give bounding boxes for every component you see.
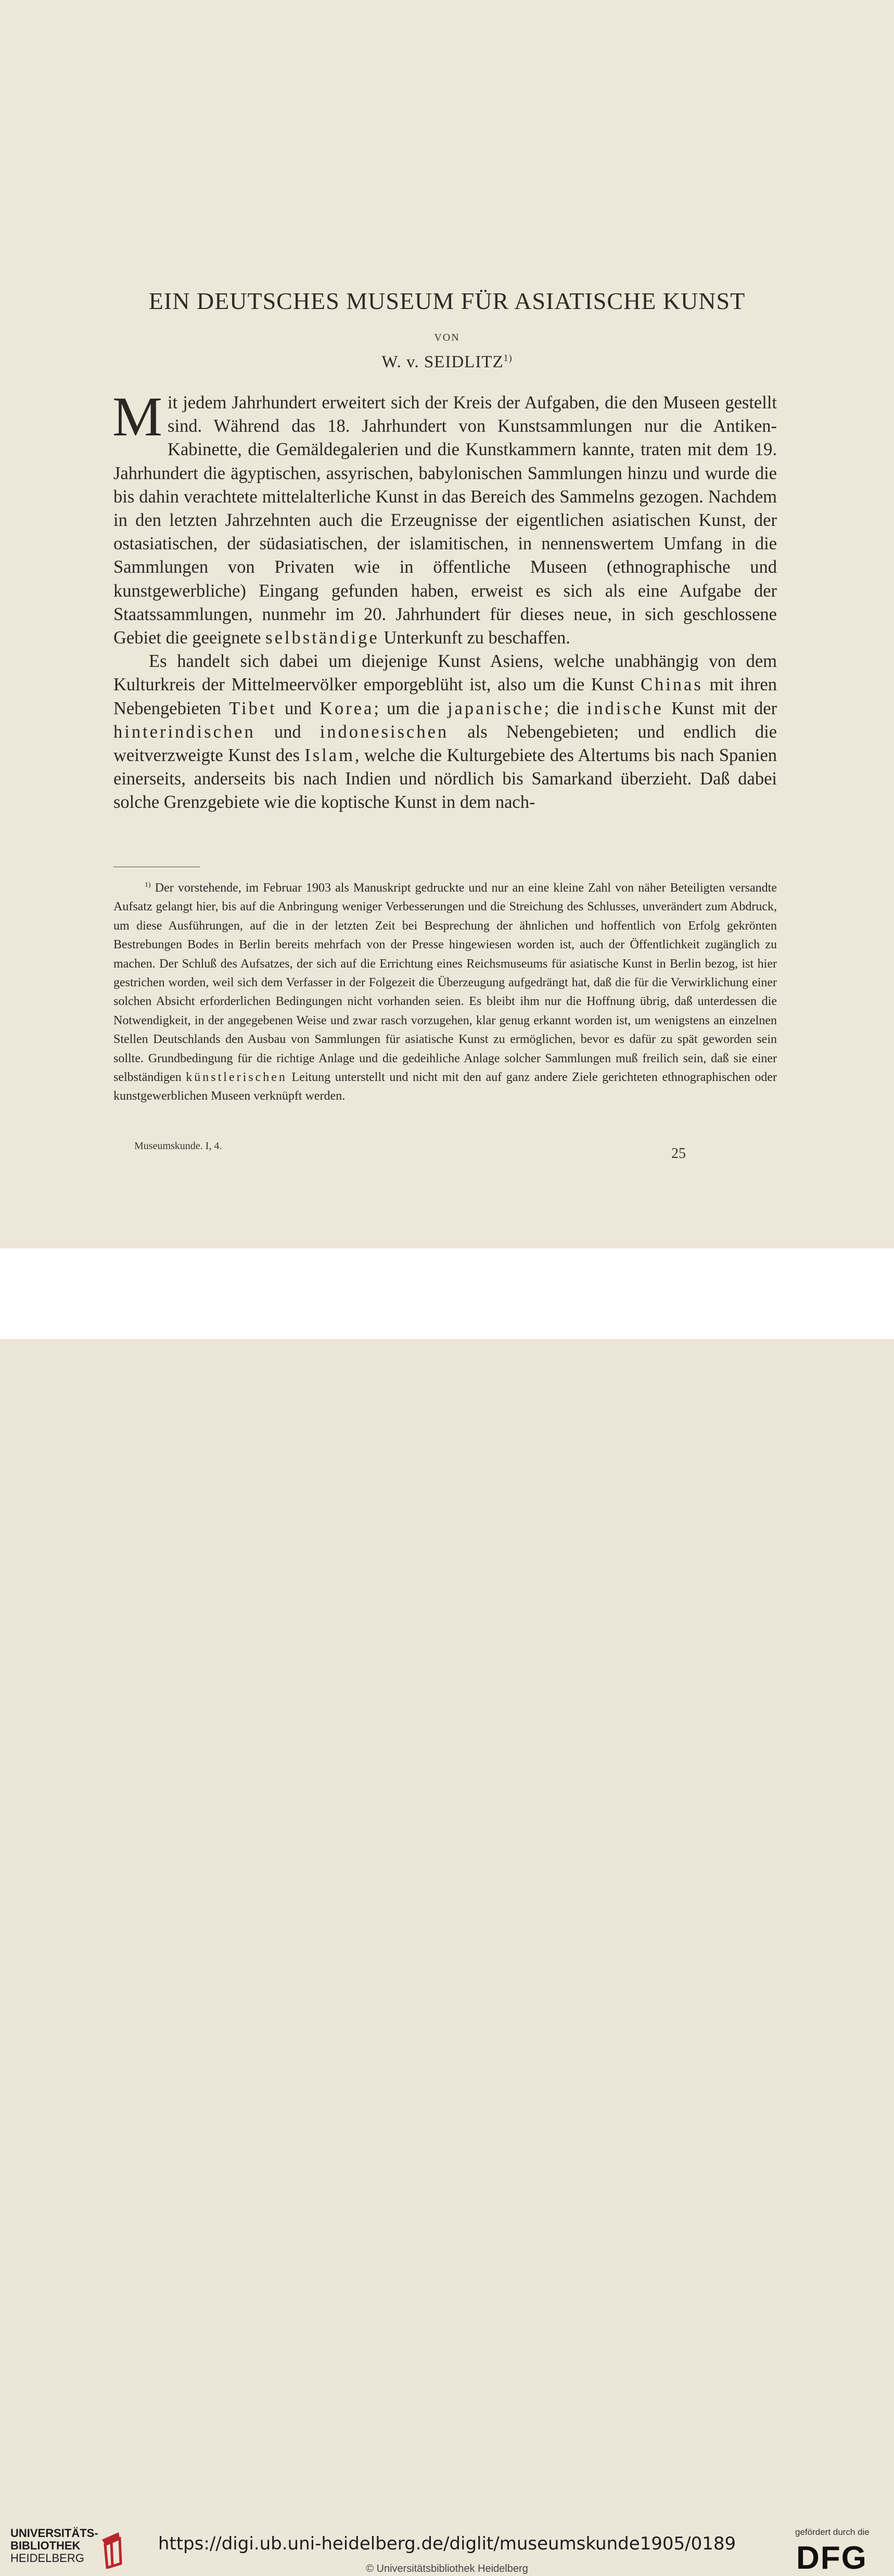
- author-footnote-marker: 1): [503, 353, 513, 363]
- p2-text: Kunst mit der: [671, 698, 777, 718]
- article-author: [0, 353, 894, 372]
- p1-spaced-word: selbständige: [265, 628, 379, 648]
- dfg-logo[interactable]: DFG: [796, 2540, 867, 2576]
- copyright-notice: © Universitätsbibliothek Heidelberg: [366, 2563, 528, 2574]
- footnote: [113, 876, 777, 1106]
- p2-text: ; um die: [374, 698, 440, 718]
- funder-label: gefördert durch die: [795, 2527, 870, 2537]
- footnote-spaced-word: künstlerischen: [186, 1071, 287, 1085]
- p2-text: mit ihren Nebengebieten: [113, 675, 777, 718]
- library-name-line2: BIBLIOTHEK: [10, 2539, 81, 2552]
- journal-signature: Museumskunde. I, 4.: [134, 1140, 222, 1152]
- paragraph-2: [113, 650, 777, 814]
- p2-text: Es handelt sich dabei um diejenige Kunst Asiens, welche unabhängig von dem Kulturkreis der Mittelmeervölker emporgeblüht ist, also um die Kunst: [113, 651, 777, 695]
- p2-spaced-indische: indische: [586, 698, 663, 718]
- p1-lead: it jedem Jahrhundert erweitert sich der Kreis der Aufgaben, die den Museen gestellt sind. Während das 18. Jahrhundert von Kunstsammlungen nur die Antiken-Kabinette, die Gemäldegalerien und die Kunstkammern kannte, traten mit dem 19. Jahrhundert die ägyptischen, assyrischen, babylonischen Sammlungen hinzu und wurde die bis dahin verachtete mittelalterliche Kunst in das Bereich des Sammelns gezogen. Nachdem in den letzten Jahrzehnten auch die Erzeugnisse der eigentlichen asiatischen Kunst, der ostasiatischen, der südasiatischen, der islamitischen, in nennenswertem Umfang in die Sammlungen von Privaten wie in öffentliche Museen (ethnographische und kunstgewerbliche) Eingang gefunden haben, erweist es sich als eine Aufgabe der Staatssammlungen, nunmehr im 20. Jahrhundert für dieses neue, in sich geschlossene Gebiet die geeignete: [113, 393, 777, 648]
- byline-von: VON: [434, 332, 460, 343]
- article-title: EIN DEUTSCHES MUSEUM FÜR ASIATISCHE KUNST: [148, 288, 746, 314]
- p2-spaced-tibet: Tibet: [229, 698, 277, 718]
- drop-cap: M: [112, 386, 163, 448]
- page-number: 25: [671, 1145, 686, 1162]
- p2-text: ; die: [544, 698, 579, 718]
- article-body: [112, 386, 777, 815]
- p2-spaced-indonesischen: indonesischen: [320, 722, 449, 742]
- footnote-text: Der vorstehende, im Februar 1903 als Manuskript gedruckte und nur an eine kleine Zahl von näher Beteiligten versandte Aufsatz gelangt hier, bis auf die Anbringung weniger Verbesserungen und die Streichung des Schlusses, unverändert zum Abdruck, um diese Ausführungen, auf die in der letzten Zeit bei Besprechung der ähnlichen und hoffentlich von Erfolg gekrönten Bestrebungen Bodes in Berlin bereits mehrfach von der Presse hingewiesen worden ist, auch der Öffentlichkeit zugänglich zu machen. Der Schluß des Aufsatzes, der sich auf die Errichtung eines Reichsmuseums für asiatische Kunst in Berlin bezog, ist hier gestrichen worden, weil sich dem Verfasser in der Folgezeit die Überzeugung aufgedrängt hat, daß die für die Verwirklichung einer solchen Absicht erforderlichen Bedingungen nicht vorhanden seien. Es bleibt ihm nur die Hoffnung übrig, daß unterdessen die Notwendigkeit, in der angegebenen Weise und zwar rasch vorzugehen, klar genug erkannt worden ist, um wenigstens an einzelnen Stellen Deutschlands den Ausbau von Sammlungen für asiatische Kunst zu ermöglichen, bevor es dafür zu spät geworden sein sollte. Grundbedingung für die richtige Anlage und die gedeihliche Anlage solcher Sammlungen muß freilich sein, daß sie einer selbständigen: [113, 881, 777, 1085]
- library-name-line1: UNIVERSITÄTS-: [10, 2527, 98, 2540]
- viewer-footer: [0, 1248, 894, 2576]
- p2-text: als Nebengebieten; und endlich die weitverzweigte Kunst des: [113, 722, 777, 766]
- p2-spaced-islam: Islam: [304, 745, 355, 766]
- p2-text: und: [274, 722, 301, 742]
- p2-spaced-chinas: Chinas: [640, 675, 703, 695]
- p1-tail: Unterkunft zu beschaffen.: [384, 628, 570, 648]
- p2-spaced-hinterindischen: hinterindischen: [113, 722, 256, 742]
- p2-spaced-japanische: japanische: [447, 698, 544, 718]
- author-name: W. v. SEIDLITZ: [381, 353, 504, 371]
- paragraph-1: [112, 386, 777, 650]
- p2-spaced-korea: Korea: [320, 698, 374, 718]
- footnote-marker: 1): [145, 881, 151, 889]
- scanned-page: [0, 0, 894, 1248]
- library-name-line3: HEIDELBERG: [10, 2552, 84, 2565]
- footnote-paragraph: [113, 876, 777, 1106]
- footnote-text: Leitung unterstellt und nicht mit den auf ganz andere Ziele gerichteten ethnographischen oder kunstgewerblichen Museen verknüpft werden.: [113, 1071, 777, 1103]
- permalink-url[interactable]: https://digi.ub.uni-heidelberg.de/diglit/museumskunde1905/0189: [158, 2533, 736, 2554]
- p2-text: , welche die Kulturgebiete des Altertums bis nach Spanien einerseits, anderseits bis nach Indien und nördlich bis Samarkand überzieht. Daß dabei solche Grenzgebiete wie die koptische Kunst in dem nach-: [113, 745, 777, 813]
- p2-text: und: [285, 698, 312, 718]
